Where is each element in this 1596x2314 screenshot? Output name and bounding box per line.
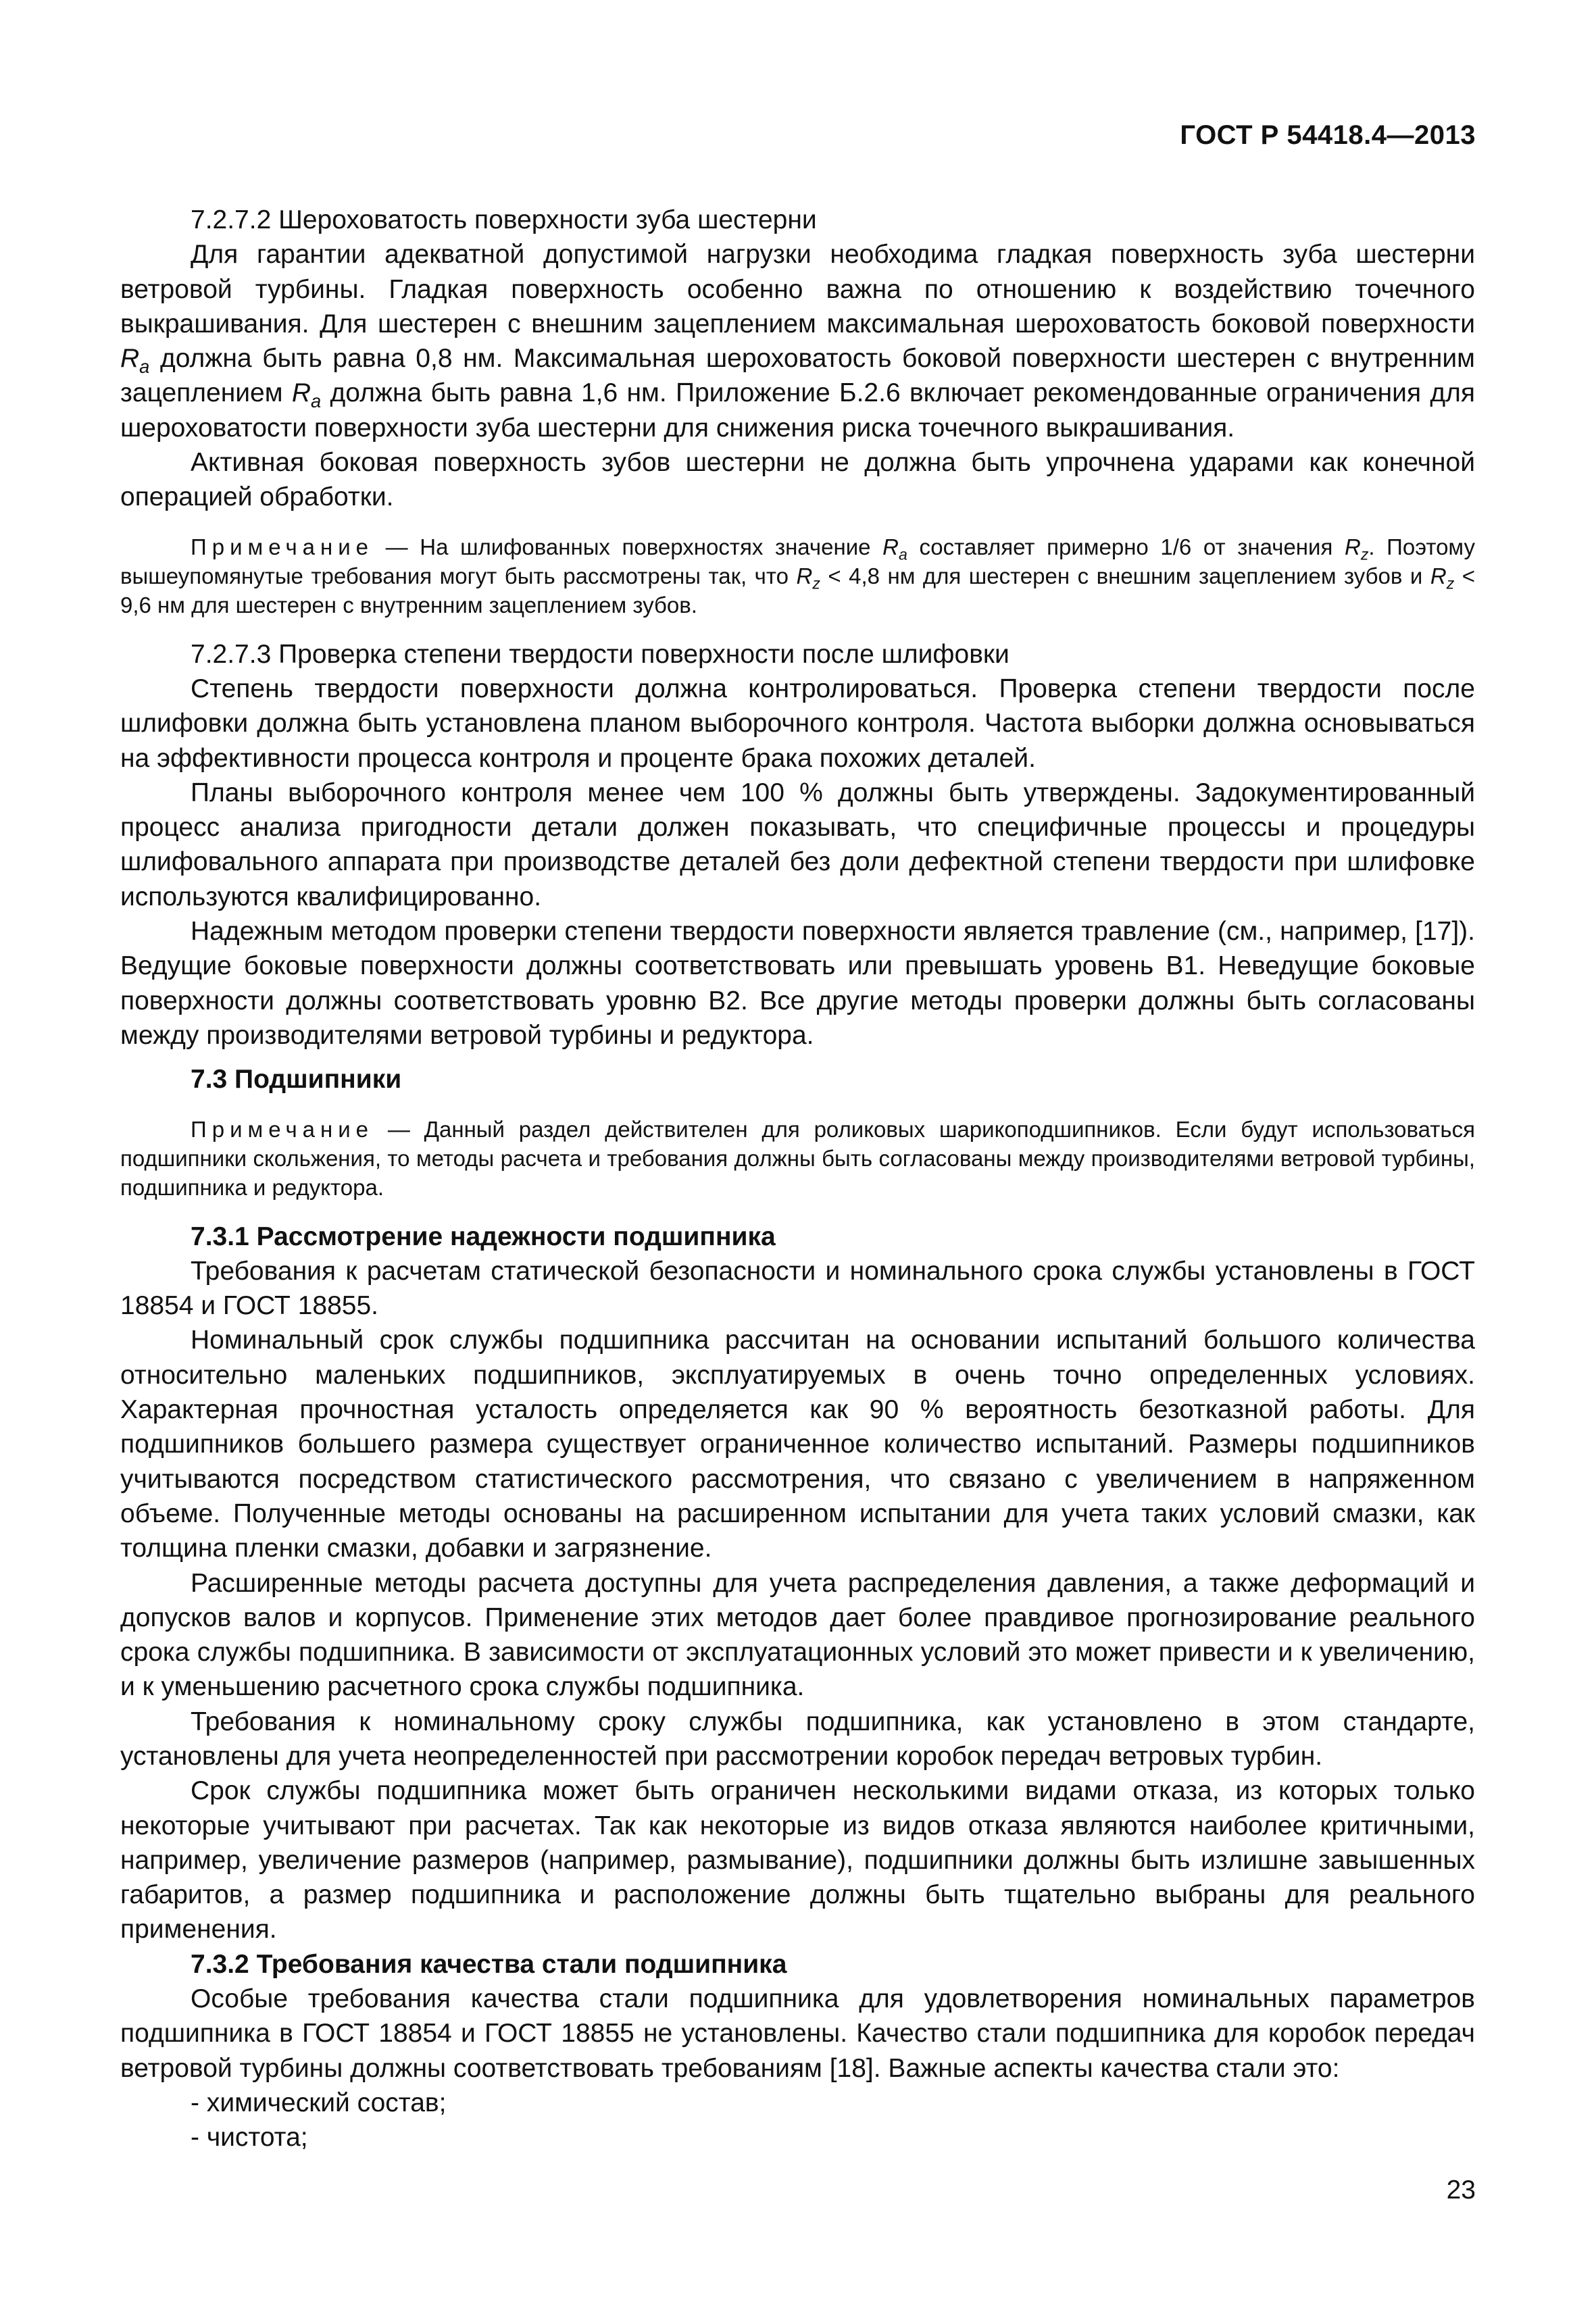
section-7272-paragraph-2: Активная боковая поверхность зубов шестерни не должна быть упрочнена ударами как конечной операцией обработки. bbox=[120, 448, 1475, 512]
section-732-title: 7.3.2 Требования качества стали подшипника bbox=[191, 1949, 787, 1979]
page-number: 23 bbox=[1446, 2175, 1476, 2205]
section-731-title: 7.3.1 Рассмотрение надежности подшипника bbox=[191, 1222, 776, 1251]
section-73-title: 7.3 Подшипники bbox=[191, 1065, 402, 1095]
section-73-note: Примечание — Данный раздел действителен для роликовых шарикоподшипников. Если будут использоваться подшипники скольжения, то методы расчета и требования должны быть согласованы между производителями ветровой турбины, подшипника и редуктора. bbox=[120, 1116, 1475, 1200]
section-7273-paragraph-2: Планы выборочного контроля менее чем 100 % должны быть утверждены. Задокументированный процесс анализа пригодности детали должен показывать, что специфичные процессы и процедуры шлифовального аппарата при производстве деталей без доли дефектной степени твердости при шлифовке используются квалифицированно. bbox=[120, 778, 1475, 911]
section-731-paragraph-5: Срок службы подшипника может быть ограничен несколькими видами отказа, из которых только некоторые учитывают при расчетах. Так как некоторые из видов отказа являются наиболее критичными, например, увеличение размеров (например, размывание), подшипники должны быть излишне завышенных габаритов, а размер подшипника и расположение должны быть тщательно выбраны для реального применения. bbox=[120, 1776, 1475, 1944]
section-7273-title: 7.2.7.3 Проверка степени твердости поверхности после шлифовки bbox=[191, 639, 1009, 669]
page-content bbox=[120, 203, 1475, 2155]
section-7272-title: 7.2.7.2 Шероховатость поверхности зуба шестерни bbox=[191, 205, 817, 234]
section-7272-paragraph-1: Для гарантии адекватной допустимой нагрузки необходима гладкая поверхность зуба шестерни ветровой турбины. Гладкая поверхность особенно важна по отношению к воздействию точечного выкрашивания. Для шестерен с внешним зацеплением максимальная шероховатость боковой поверхности $R_a$ должна быть равна 0,8 нм. Максимальная шероховатость боковой поверхности шестерен с внутренним зацеплением $R_a$ должна быть равна 1,6 нм. Приложение Б.2.6 включает рекомендованные ограничения для шероховатости поверхности зуба шестерни для снижения риска точечного выкрашивания. bbox=[120, 240, 1475, 443]
section-731-paragraph-3: Расширенные методы расчета доступны для учета распределения давления, а также деформаций и допусков валов и корпусов. Применение этих методов дает более правдивое прогнозирование реального срока службы подшипника. В зависимости от эксплуатационных условий это может привести и к увеличению, и к уменьшению расчетного срока службы подшипника. bbox=[120, 1568, 1475, 1702]
section-7273-paragraph-3: Надежным методом проверки степени твердости поверхности является травление (см., например, [17]). Ведущие боковые поверхности должны соответствовать или превышать уровень B1. Неведущие боковые поверхности должны соответствовать уровню B2. Все другие методы проверки должны быть согласованы между производителями ветровой турбины и редуктора. bbox=[120, 917, 1475, 1050]
section-731-paragraph-1: Требования к расчетам статической безопасности и номинального срока службы установлены в ГОСТ 18854 и ГОСТ 18855. bbox=[120, 1256, 1475, 1321]
list-item-purity: - чистота; bbox=[191, 2123, 308, 2153]
section-731-paragraph-4: Требования к номинальному сроку службы подшипника, как установлено в этом стандарте, установлены для учета неопределенностей при рассмотрении коробок передач ветровых турбин. bbox=[120, 1707, 1475, 1771]
section-732-paragraph-1: Особые требования качества стали подшипника для удовлетворения номинальных параметров подшипника в ГОСТ 18854 и ГОСТ 18855 не установлены. Качество стали подшипника для коробок передач ветровой турбины должны соответствовать требованиям [18]. Важные аспекты качества стали это: bbox=[120, 1984, 1475, 2083]
section-7272-note: Примечание — На шлифованных поверхностях значение $R_a$ составляет примерно 1/6 от значения $R_z$. Поэтому вышеупомянутые требования могут быть рассмотрены так, что $R_z < 4,8$ нм для шестерен с внешним зацеплением зубов и $R_z < 9,6$ нм для шестерен с внутренним зацеплением зубов. bbox=[120, 534, 1475, 618]
section-7273-paragraph-1: Степень твердости поверхности должна контролироваться. Проверка степени твердости после шлифовки должна быть установлена планом выборочного контроля. Частота выборки должна основываться на эффективности процесса контроля и проценте брака похожих деталей. bbox=[120, 674, 1475, 773]
list-item-chemical-composition: - химический состав; bbox=[191, 2088, 447, 2117]
section-731-paragraph-2: Номинальный срок службы подшипника рассчитан на основании испытаний большого количества относительно маленьких подшипников, эксплуатируемых в очень точно определенных условиях. Характерная прочностная усталость определяется как 90 % вероятность безотказной работы. Для подшипников большего размера существует ограниченное количество испытаний. Размеры подшипников учитываются посредством статистического рассмотрения, что связано с увеличением в напряженном объеме. Полученные методы основаны на расширенном испытании для учета таких условий смазки, как толщина пленки смазки, добавки и загрязнение. bbox=[120, 1326, 1475, 1563]
document-code-header: ГОСТ Р 54418.4—2013 bbox=[1180, 120, 1476, 150]
